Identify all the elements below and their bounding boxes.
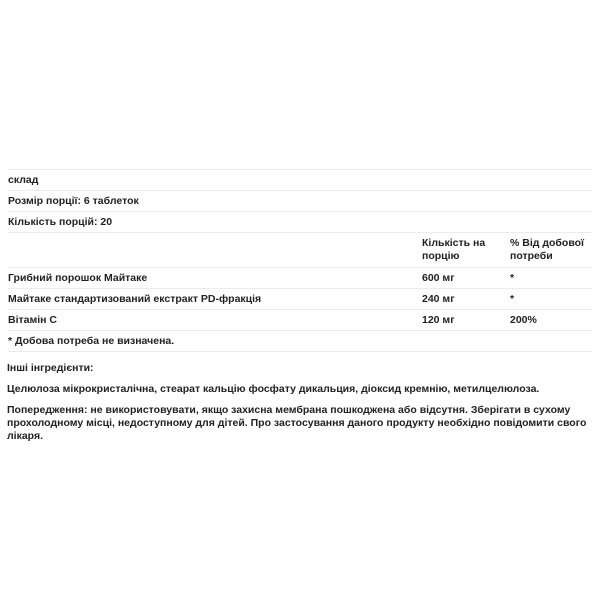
footnote: * Добова потреба не визначена.: [8, 335, 175, 347]
servings-per-container-row: [7, 212, 593, 233]
table-title-row: [7, 170, 593, 191]
ingredient-amount: 120 мг: [422, 313, 455, 326]
servings-per-container: Кількість порцій: 20: [8, 216, 113, 228]
footnote-row: [7, 331, 593, 352]
table-row: [7, 289, 593, 310]
table-row: [7, 268, 593, 289]
supplement-facts-table: [7, 169, 593, 352]
ingredient-name: Вітамін C: [8, 314, 58, 326]
other-ingredients-text: Целюлоза мікрокристалічна, стеарат кальцію фосфату дикальция, діоксид кремнію, метилцелюлоза.: [7, 383, 540, 395]
ingredient-daily-value: *: [510, 292, 515, 305]
table-header-row: [7, 233, 593, 268]
warning-text: Попередження: не використовувати, якщо захисна мембрана пошкоджена або відсутня. Зберігати в сухому прохолодному місці, недоступному для дітей. Про застосування даного продукту необхідно повідомити свого лікаря.: [7, 404, 587, 442]
table-row: [7, 310, 593, 331]
serving-size-row: [7, 191, 593, 212]
ingredient-name: Грибний порошок Майтаке: [8, 272, 148, 284]
column-header-amount: Кількість на порцію: [422, 237, 486, 262]
serving-size: Розмір порції: 6 таблеток: [8, 195, 139, 207]
ingredient-amount: 600 мг: [422, 271, 455, 284]
ingredient-daily-value: *: [510, 271, 515, 284]
table-title: склад: [8, 174, 39, 186]
column-header-daily-value: % Від добової потреби: [510, 237, 584, 262]
ingredient-daily-value: 200%: [510, 313, 537, 326]
ingredient-name: Майтаке стандартизований екстракт PD-фракція: [8, 293, 262, 305]
other-ingredients-title: Інші інгредієнти:: [7, 362, 94, 374]
ingredient-amount: 240 мг: [422, 292, 455, 305]
